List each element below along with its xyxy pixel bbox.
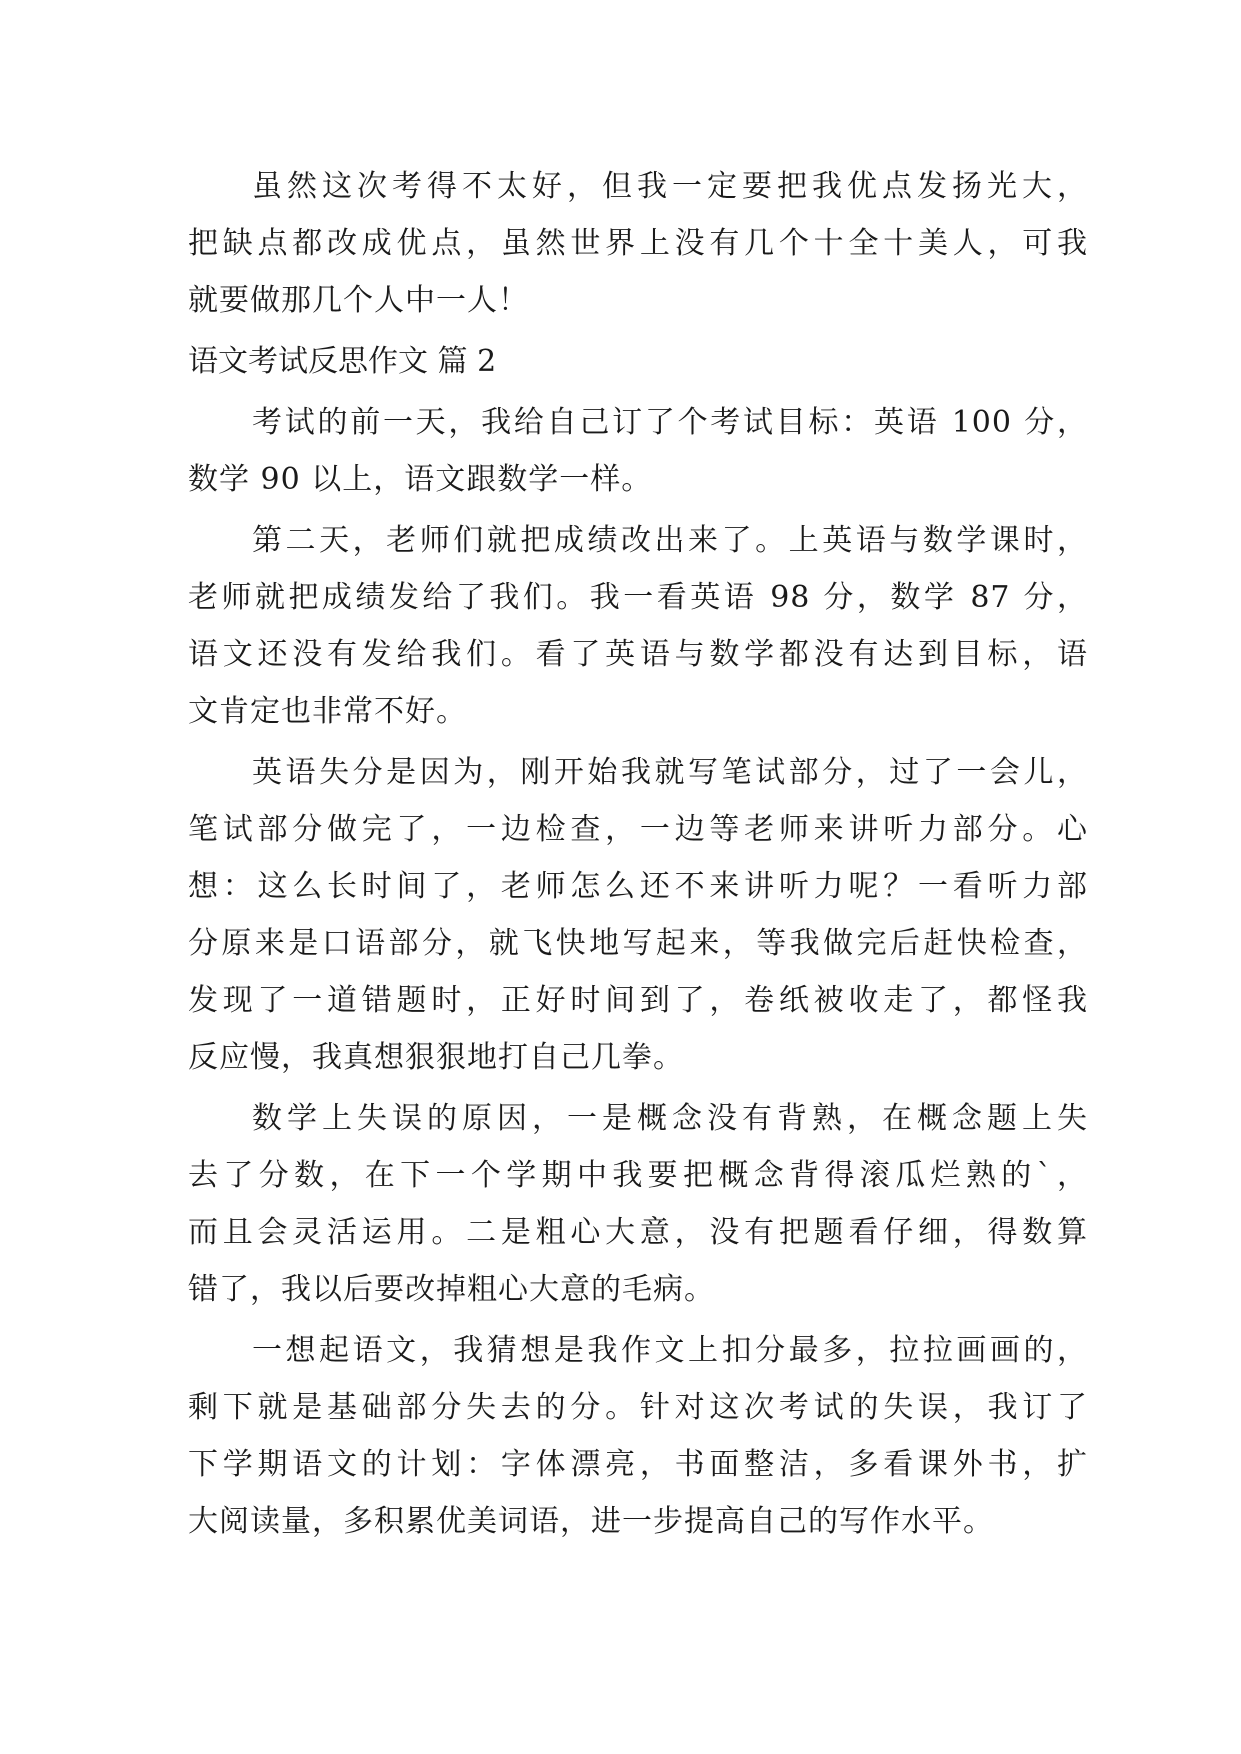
- text-line: 错了，我以后要改掉粗心大意的毛病。: [188, 1272, 715, 1307]
- text-line: 虽然这次考得不太好，但我一定要把我优点发扬光大，: [252, 169, 1088, 204]
- text-line: 想：这么长时间了，老师怎么还不来讲听力呢？一看听力部: [188, 869, 1088, 904]
- text-line: 发现了一道错题时，正好时间到了，卷纸被收走了，都怪我: [188, 983, 1088, 1018]
- text-line: 反应慢，我真想狠狠地打自己几拳。: [188, 1040, 684, 1075]
- text-line: 数学 90 以上，语文跟数学一样。: [188, 462, 653, 497]
- text-line: 语文还没有发给我们。看了英语与数学都没有达到目标，语: [188, 637, 1088, 672]
- text-line: 而且会灵活运用。二是粗心大意，没有把题看仔细，得数算: [188, 1215, 1088, 1250]
- text-line: 文肯定也非常不好。: [188, 694, 467, 729]
- text-line: 一想起语文，我猜想是我作文上扣分最多，拉拉画画的，: [252, 1333, 1088, 1368]
- text-line: 把缺点都改成优点，虽然世界上没有几个十全十美人，可我: [188, 226, 1088, 261]
- text-line: 就要做那几个人中一人！: [188, 283, 529, 318]
- text-line: 考试的前一天，我给自己订了个考试目标：英语 100 分，: [252, 405, 1088, 440]
- text-line: 数学上失误的原因，一是概念没有背熟，在概念题上失: [252, 1101, 1088, 1136]
- document-body: [188, 158, 1088, 1554]
- text-line: 去了分数，在下一个学期中我要把概念背得滚瓜烂熟的`，: [188, 1158, 1088, 1193]
- text-line: 老师就把成绩发给了我们。我一看英语 98 分，数学 87 分，: [188, 580, 1088, 615]
- text-line: 笔试部分做完了，一边检查，一边等老师来讲听力部分。心: [188, 812, 1088, 847]
- section-heading: [188, 333, 1088, 390]
- text-line: 剩下就是基础部分失去的分。针对这次考试的失误，我订了: [188, 1390, 1088, 1425]
- paragraph: [188, 158, 1088, 329]
- paragraph: [188, 1090, 1088, 1318]
- text-line: 第二天，老师们就把成绩改出来了。上英语与数学课时，: [252, 523, 1088, 558]
- heading-line: 语文考试反思作文 篇 2: [188, 344, 497, 379]
- text-line: 英语失分是因为，刚开始我就写笔试部分，过了一会儿，: [252, 755, 1088, 790]
- paragraph: [188, 512, 1088, 740]
- paragraph: [188, 1322, 1088, 1550]
- paragraph: [188, 394, 1088, 508]
- text-line: 分原来是口语部分，就飞快地写起来，等我做完后赶快检查，: [188, 926, 1088, 961]
- text-line: 下学期语文的计划：字体漂亮，书面整洁，多看课外书，扩: [188, 1447, 1088, 1482]
- text-line: 大阅读量，多积累优美词语，进一步提高自己的写作水平。: [188, 1504, 994, 1539]
- paragraph: [188, 744, 1088, 1086]
